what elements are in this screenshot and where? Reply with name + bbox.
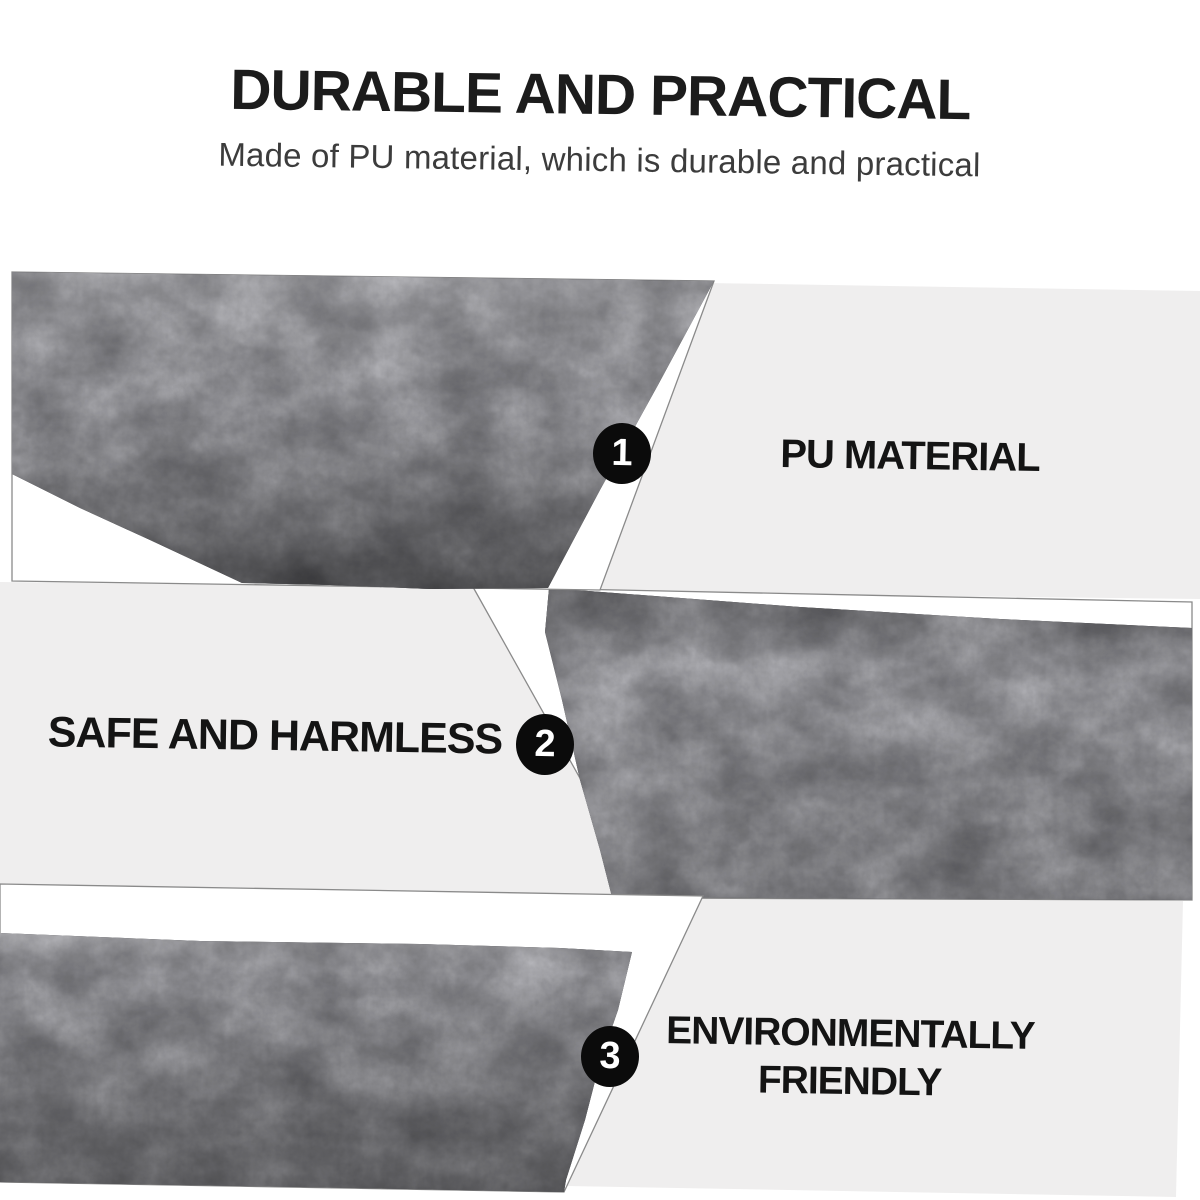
feature-3-label: ENVIRONMENTALLY FRIENDLY [665,1009,1035,1105]
feature-1-label: PU MATERIAL [779,431,1041,481]
photo-3-shading [0,933,632,1192]
header [0,56,1200,188]
page-title: DURABLE AND PRACTICAL [229,57,971,133]
photo-2-shading [545,588,1192,900]
feature-2-label: SAFE AND HARMLESS [47,708,503,764]
feature-2-number: 2 [534,722,556,766]
feature-3-number: 3 [599,1034,621,1078]
page-subtitle: Made of PU material, which is durable and practical [218,135,981,184]
feature-1-number: 1 [611,431,633,475]
